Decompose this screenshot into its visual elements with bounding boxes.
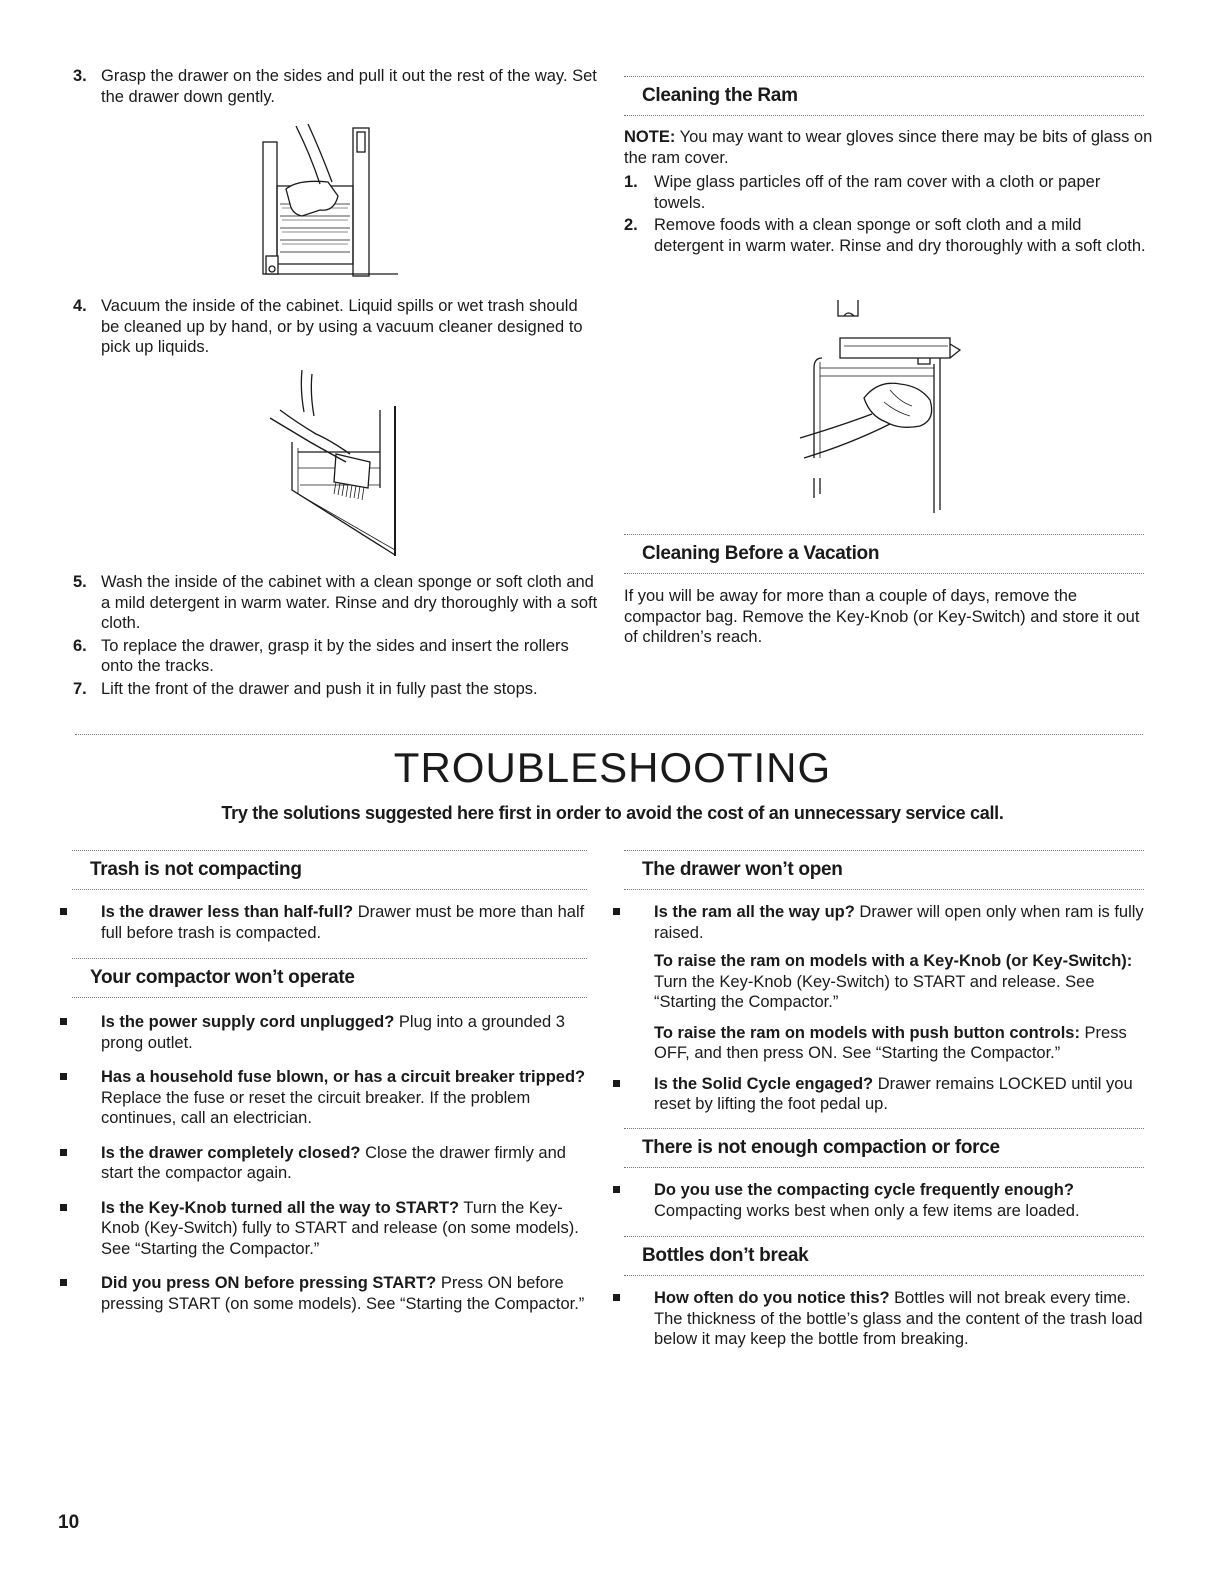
trash-not-compacting-heading: Trash is not compacting bbox=[72, 850, 587, 890]
trash-not-compacting-list: Is the drawer less than half-full? Drawer must be more than half full before trash is compacted. bbox=[58, 902, 588, 957]
vacuum-cabinet-illustration bbox=[260, 370, 410, 566]
bullet-icon bbox=[613, 1080, 620, 1087]
troubleshooting-title: TROUBLESHOOTING bbox=[393, 744, 832, 791]
bullet-icon bbox=[613, 1294, 620, 1301]
step-4: 4. Vacuum the inside of the cabinet. Liquid spills or wet trash should be cleaned up by hand, or by using a vacuum cleaner designed to pick up liquids. bbox=[73, 297, 583, 356]
not-enough-compaction-heading: There is not enough compaction or force bbox=[624, 1128, 1144, 1168]
section-divider bbox=[75, 734, 1143, 735]
bottles-dont-break-heading: Bottles don’t break bbox=[624, 1236, 1144, 1276]
cleaning-vacation-body: If you will be away for more than a couple of days, remove the compactor bag. Remove the Key-Knob (or Key-Switch) and store it out of children’s reach. bbox=[624, 587, 1140, 646]
cleaning-ram-heading: Cleaning the Ram bbox=[624, 76, 1144, 116]
bullet-icon bbox=[613, 908, 620, 915]
bullet-icon bbox=[60, 1149, 67, 1156]
bottles-dont-break-list: How often do you notice this? Bottles will not break every time. The thickness of the bottle’s glass and the content of the trash load below it may keep the bottle from breaking. bbox=[611, 1288, 1146, 1364]
not-enough-compaction-list: Do you use the compacting cycle frequently enough? Compacting works best when only a few items are loaded. bbox=[611, 1180, 1146, 1235]
drawer-removal-illustration bbox=[258, 124, 403, 285]
troubleshooting-subtitle: Try the solutions suggested here first in order to avoid the cost of an unnecessary service call. bbox=[221, 803, 1004, 823]
bullet-icon bbox=[60, 1073, 67, 1080]
bullet-icon bbox=[60, 1279, 67, 1286]
key-knob-instruction: To raise the ram on models with a Key-Knob (or Key-Switch): Turn the Key-Knob (Key-Switch) to START and release. See “Starting the Compactor.” bbox=[654, 952, 1133, 1011]
cleaning-ram-body: NOTE: You may want to wear gloves since there may be bits of glass on the ram cover. 1. Wipe glass particles off of the ram cover with a cloth or paper towels. 2. Remove foods with a clean sponge or soft cloth and a mild detergent in warm water. Rinse and dry thoroughly with a soft cloth. bbox=[624, 128, 1153, 255]
push-button-instruction: To raise the ram on models with push button controls: Press OFF, and then press ON. See “Starting the Compactor.” bbox=[654, 1023, 1127, 1062]
bullet-icon bbox=[60, 908, 67, 915]
steps-5-7: 5. Wash the inside of the cabinet with a clean sponge or soft cloth and a mild detergent in warm water. Rinse and dry thoroughly with a soft cloth. 6. To replace the drawer, grasp it by the sides and insert the rollers onto the tracks. 7. Lift the front of the drawer and push it in fully past the stops. bbox=[73, 573, 598, 698]
drawer-wont-open-list: Is the ram all the way up? Drawer will open only when ram is fully raised. To raise the ram on models with a Key-Knob (or Key-Switch): Turn the Key-Knob (Key-Switch) to START and release. See “Starting the Compactor.” To raise the ram on models with push button controls: Press OFF, and then press ON. See “Starting the Compactor.” Is the Solid Cycle engaged? Drawer remains LOCKED until you reset by lifting the foot pedal up. bbox=[611, 902, 1146, 1129]
compactor-wont-operate-heading: Your compactor won’t operate bbox=[72, 958, 587, 998]
wipe-ram-illustration bbox=[800, 298, 970, 519]
page-number: 10 bbox=[58, 1512, 80, 1533]
step-3: 3. Grasp the drawer on the sides and pull it out the rest of the way. Set the drawer down gently. bbox=[73, 67, 597, 106]
bullet-icon bbox=[613, 1186, 620, 1193]
drawer-wont-open-heading: The drawer won’t open bbox=[624, 850, 1144, 890]
bullet-icon bbox=[60, 1204, 67, 1211]
cleaning-vacation-heading: Cleaning Before a Vacation bbox=[624, 534, 1144, 574]
bullet-icon bbox=[60, 1018, 67, 1025]
compactor-wont-operate-list: Is the power supply cord unplugged? Plug into a grounded 3 prong outlet. Has a household fuse blown, or has a circuit breaker tripped? Replace the fuse or reset the circuit breaker. If the problem continues, call an electrician. Is the drawer completely closed? Close the drawer firmly and start the compactor again. Is the Key-Knob turned all the way to START? Turn the Key-Knob (Key-Switch) fully to START and release (on some models). See “Starting the Compactor.” Did you press ON before pressing START? Press ON before pressing START (on some models). See “Starting the Compactor.” bbox=[58, 1012, 588, 1328]
